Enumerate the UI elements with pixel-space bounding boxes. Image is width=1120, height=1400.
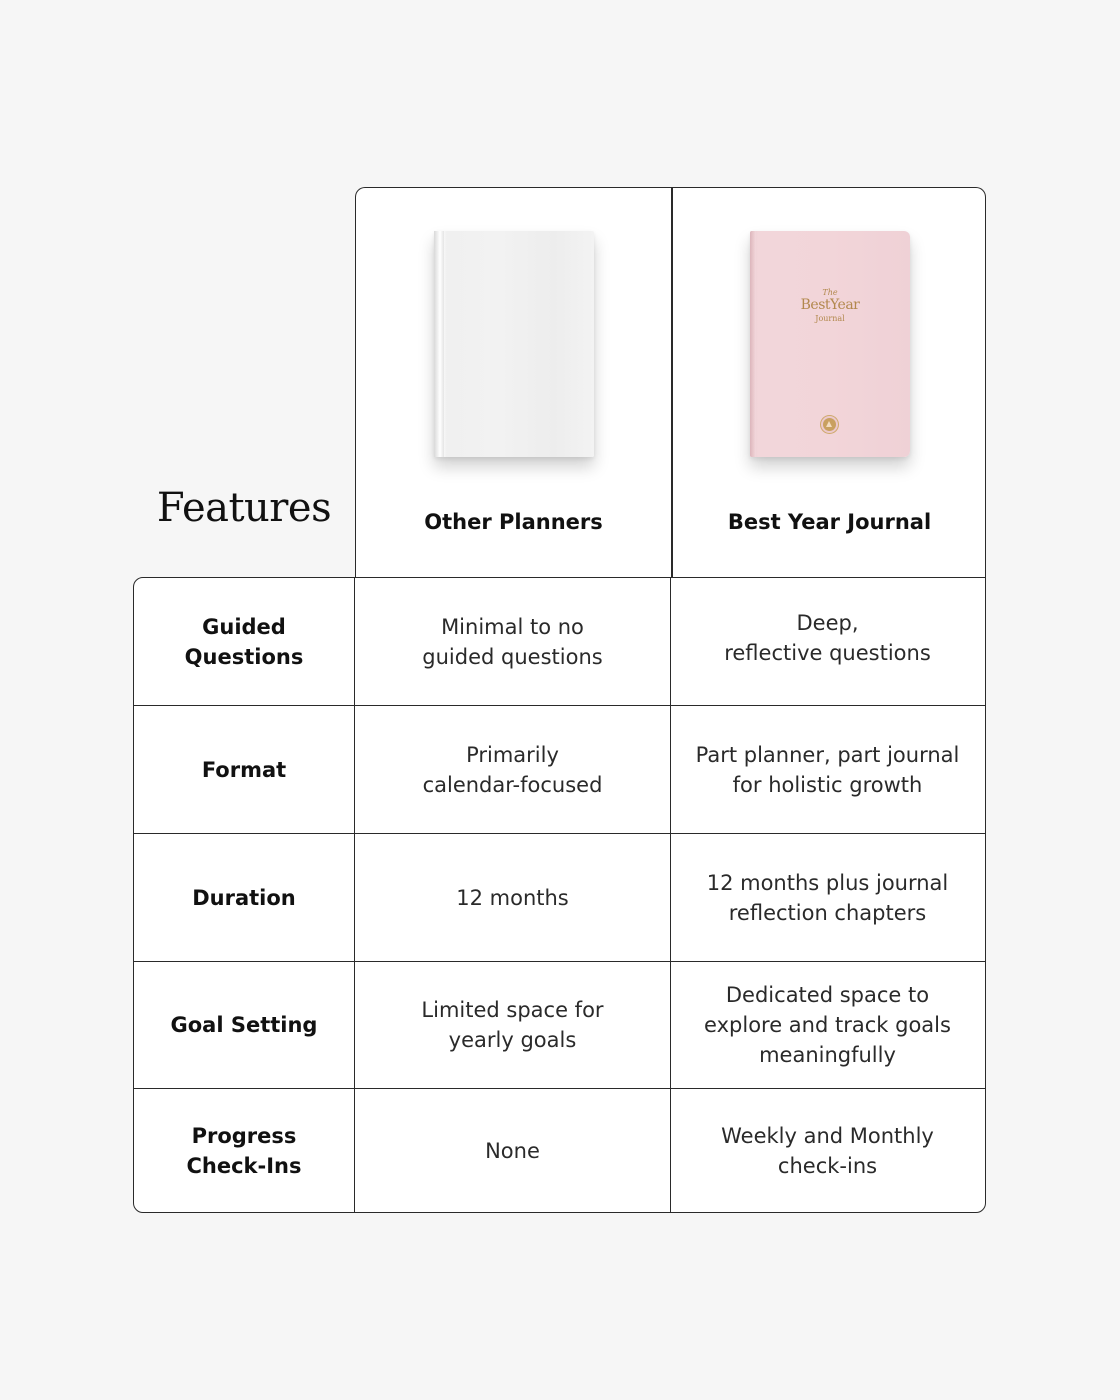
best-year-journal-cell: Deep, reflective questions: [724, 610, 931, 665]
notebook-spine: [434, 231, 444, 457]
best-year-journal-cell: Dedicated space to explore and track goals meaningfully: [704, 983, 951, 1067]
other-planners-cell: Minimal to no guided questions: [355, 578, 671, 705]
table-row: [134, 1088, 985, 1212]
journal-cover-subtitle: Journal: [815, 314, 845, 323]
other-planners-cell: None: [355, 1089, 671, 1212]
journal-spine: [750, 231, 756, 457]
feature-cell: Format: [134, 706, 355, 833]
journal-cover-the: The: [822, 288, 838, 297]
column-other-planners: [356, 188, 671, 577]
other-planners-cell: Limited space for yearly goals: [355, 962, 671, 1088]
column-label-best: Best Year Journal: [727, 510, 932, 534]
feature-cell: Goal Setting: [134, 962, 355, 1088]
features-heading: Features: [156, 485, 332, 531]
best-year-journal-cell: Weekly and Monthly check-ins: [721, 1123, 934, 1178]
best-year-journal-cell: 12 months plus journal reflection chapters: [706, 870, 949, 925]
table-row: [134, 578, 985, 705]
feature-cell: Progress Check-Ins: [134, 1089, 355, 1212]
best-year-journal-cell: Part planner, part journal for holistic growth: [695, 742, 960, 797]
plain-notebook-image: [434, 231, 594, 457]
journal-cover-title: BestYear: [800, 297, 860, 313]
column-label-other: Other Planners: [424, 510, 603, 534]
other-planners-cell: 12 months: [355, 834, 671, 961]
table-row: [134, 833, 985, 961]
comparison-header: [355, 187, 986, 577]
feature-cell: Duration: [134, 834, 355, 961]
journal-emblem-icon: [823, 418, 836, 431]
best-year-journal-image: [750, 231, 910, 457]
feature-cell: Guided Questions: [134, 578, 355, 705]
table-row: [134, 961, 985, 1088]
column-best-year-journal: [672, 188, 987, 577]
comparison-table: [133, 577, 986, 1213]
other-planners-cell: Primarily calendar-focused: [355, 706, 671, 833]
table-row: [134, 705, 985, 833]
